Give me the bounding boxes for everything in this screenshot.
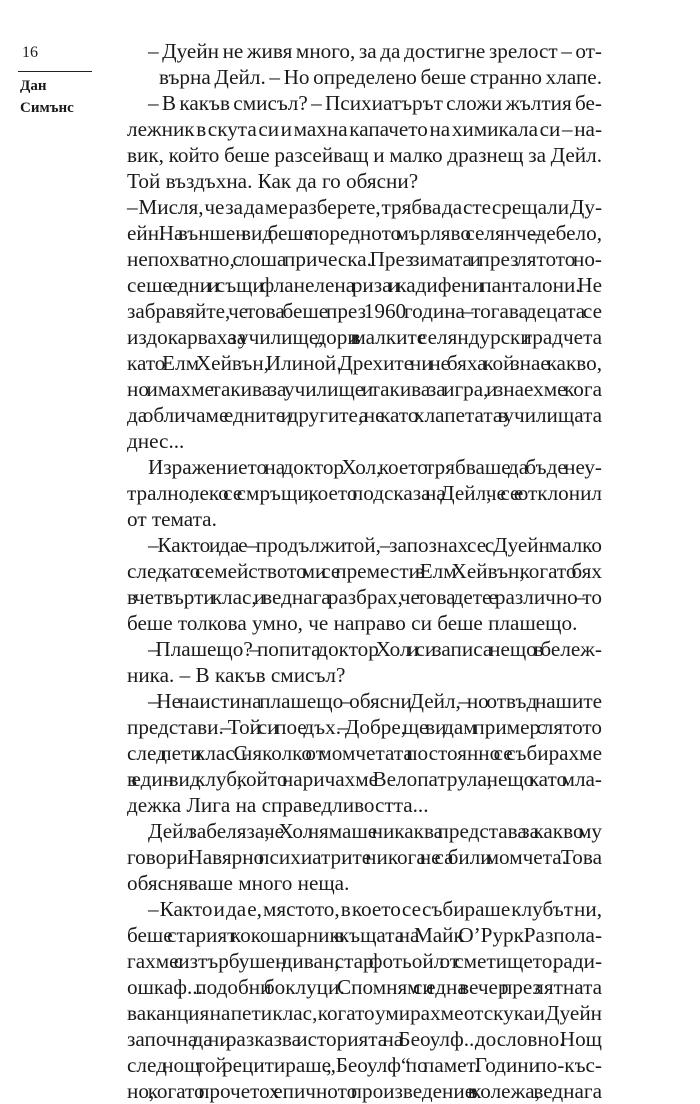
text-line: Изражението на доктор Хол, което трябваше да бъде неу- [148, 455, 602, 479]
text-line: ваканция на пети клас, когато умирахме от скука и Дуейн [127, 1001, 603, 1025]
text-line: сеше едни и същи фланелена риза и кадифени панталони. Не [127, 273, 602, 297]
text-line: Той въздъхна. Как да го обясни? [127, 169, 419, 193]
header-rule [18, 71, 92, 72]
text-line: дежка Лига на справедливостта... [127, 793, 429, 817]
text-line: но, когато прочетох епичното произведение в колежа, веднага [127, 1079, 602, 1103]
text-line: – Дуейн не живя много, за да достигне зрелост – от- [148, 39, 602, 63]
text-line: след като семейството ми се премести в Елм Хейвън, когато бях [127, 559, 602, 583]
text-line: в четвърти клас, и веднага разбрах, че това дете е различно – то [127, 585, 602, 609]
text-line: днес... [127, 429, 185, 453]
text-line: непохватно, с лоша прическа. През зимата и през лятото но- [127, 247, 602, 271]
page-number: 16 [22, 44, 38, 61]
text-line: но имахме такива за училище и такива за игра, и знаехме кога [127, 377, 602, 401]
text-line: в един вид клуб, който наричахме Велопатрула, нещо като мла- [127, 767, 602, 791]
text-line: – Плашещо? – попита доктор Хол и си записа нещо в бележ- [148, 637, 602, 661]
author-last-name: Симънс [20, 100, 74, 116]
text-line: забравяйте, че това беше през 1960 година – тогава децата се [127, 299, 602, 323]
text-line: вик, който беше разсейващ и малко дразнещ за Дейл. [127, 143, 602, 167]
text-line: след пети клас. С няколко от момчетата постоянно се събирахме [127, 741, 602, 765]
author-first-name: Дан [20, 78, 47, 94]
text-line: гахме с изтърбушен диван, стар фотьойл от сметището, ради- [127, 949, 602, 973]
text-line: ейн. На външен вид беше поредното мърляво селянче – дебело, [127, 221, 602, 245]
text-line: представи. – Той си пое дъх. – Добре, ще ви дам пример с лятото [127, 715, 602, 739]
text-line: издокарваха за училище, дори в малките селяндурски градчета [127, 325, 602, 349]
text-line: беше толкова умно, че направо си беше плашещо. [127, 611, 578, 635]
text-line: ника. – В какъв смисъл? [127, 663, 346, 687]
text-line: върна Дейл. – Но определено беше странно хлапе. [159, 65, 602, 89]
text-line: обясняваше много неща. [127, 871, 350, 895]
text-line: след нощ той рецитираше „Беоулф“ по памет. Години по-къс- [127, 1053, 602, 1077]
text-line: Дейл забеляза, че Хол нямаше никаква представа за какво му [148, 819, 602, 843]
text-line: – Както и да е, мястото, в което се събираше клубът ни, [148, 897, 602, 921]
text-line: беше старият кокошарник в къщата на Майк О’Рурк. Разпола- [127, 923, 602, 947]
text-line: да обличаме едните и другите, а не като хлапетата в училищата [127, 403, 602, 427]
text-line: – Както и да е – продължи той, – запознах се с Дуейн малко [148, 533, 602, 557]
text-line: – В какъв смисъл? – Психиатърът сложи жълтия бе- [148, 91, 602, 115]
text-line: – Не наистина плашещо – обясни Дейл, – но отвъд нашите [148, 689, 602, 713]
text-line: лежник в скута си и махна капачето на химикала си – на- [127, 117, 602, 141]
text-line: като Елм Хейвън, Илиной. Дрехите ни не бяха кой знае какво, [127, 351, 602, 375]
text-line: говори. Навярно психиатрите никога не са били момчета. Това [127, 845, 602, 869]
text-line: трално, леко се смръщи, което подсказа на Дейл, че се е отклонил [127, 481, 602, 505]
text-line: ошкаф... подобни боклуци. Спомням си една вечер през лятната [127, 975, 602, 999]
text-line: започна да ни разказва историята на Беоулф... дословно. Нощ [127, 1027, 602, 1051]
running-header-author [20, 75, 74, 119]
text-line: от темата. [127, 507, 217, 531]
text-line: – Мисля, че за да ме разберете, трябва да сте срещали Ду- [127, 195, 602, 219]
